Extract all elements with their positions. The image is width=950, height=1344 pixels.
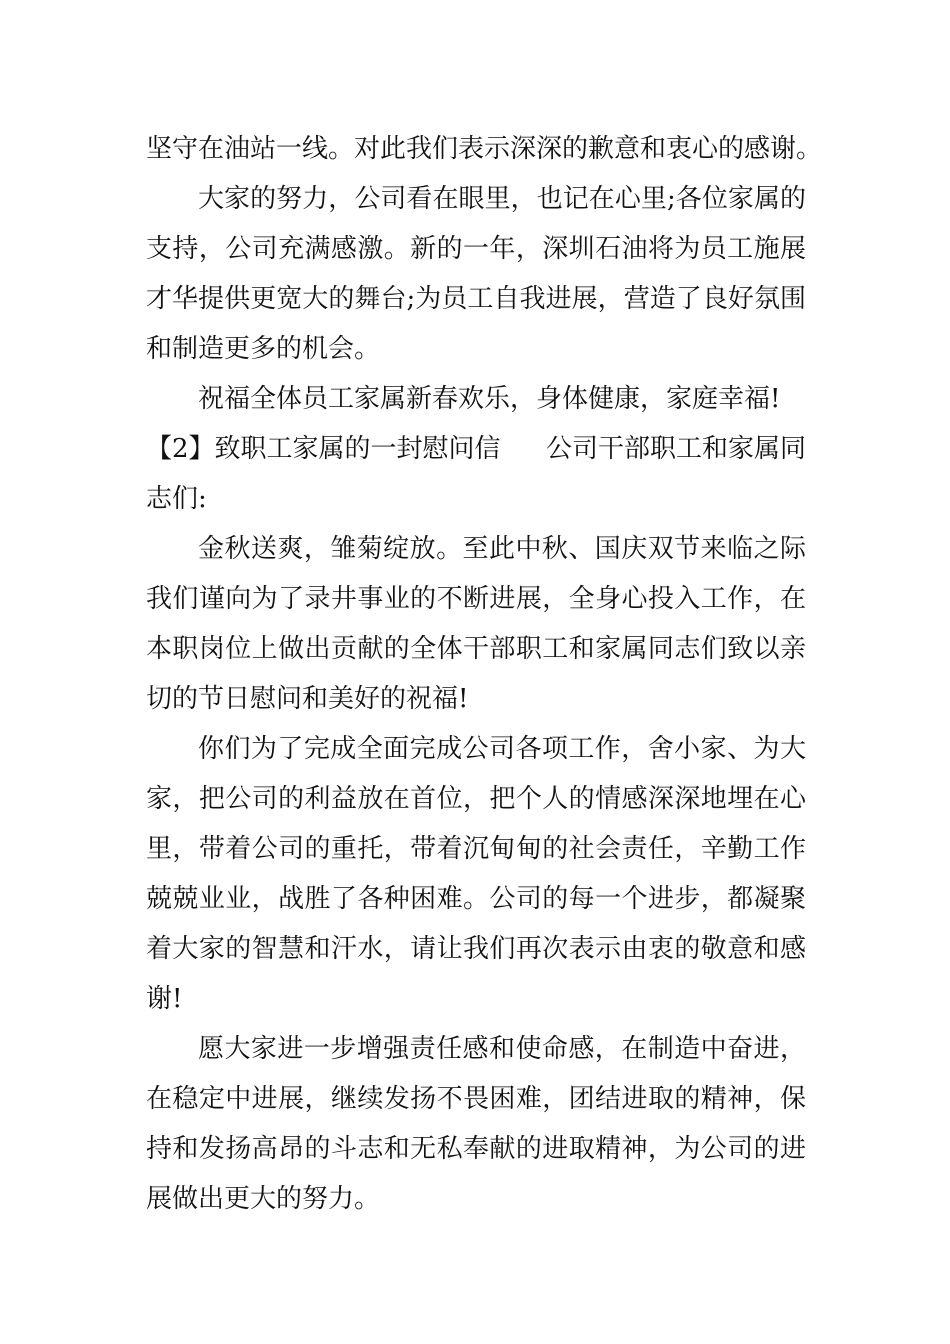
text-line: 金秋送爽，雏菊绽放。至此中秋、国庆双节来临之际 xyxy=(198,534,806,564)
text-line: 志们: xyxy=(146,484,207,514)
text-line: 本职岗位上做出贡献的全体干部职工和家属同志们致以亲 xyxy=(146,634,806,664)
text-line: 家，把公司的利益放在首位，把个人的情感深深地埋在心 xyxy=(146,784,806,814)
text-line: 祝福全体员工家属新春欢乐，身体健康，家庭幸福! xyxy=(198,384,781,414)
text-line: 愿大家进一步增强责任感和使命感，在制造中奋进， xyxy=(198,1034,806,1064)
text-line: 在稳定中进展，继续发扬不畏困难，团结进取的精神，保 xyxy=(146,1084,806,1114)
text-line: 大家的努力，公司看在眼里，也记在心里;各位家属的 xyxy=(198,184,806,214)
section-heading-line xyxy=(146,424,806,474)
text-line: 和制造更多的机会。 xyxy=(146,334,381,364)
salutation-start: 公司干部职工和家属同 xyxy=(545,434,806,464)
text-line: 着大家的智慧和汗水，请让我们再次表示由衷的敬意和感 xyxy=(146,934,806,964)
text-line: 切的节日慰问和美好的祝福! xyxy=(146,684,469,714)
text-line: 坚守在油站一线。对此我们表示深深的歉意和衷心的感谢。 xyxy=(146,134,823,164)
letter-body xyxy=(146,124,823,1224)
text-line: 展做出更大的努力。 xyxy=(146,1184,381,1214)
text-line: 兢兢业业，战胜了各种困难。公司的每一个进步，都凝聚 xyxy=(146,884,806,914)
text-line: 你们为了完成全面完成公司各项工作，舍小家、为大 xyxy=(198,734,806,764)
text-line: 谢! xyxy=(146,984,183,1014)
section-heading: 【2】致职工家属的一封慰问信 xyxy=(146,434,501,464)
text-line: 才华提供更宽大的舞台;为员工自我进展，营造了良好氛围 xyxy=(146,284,806,314)
text-line: 支持，公司充满感激。新的一年，深圳石油将为员工施展 xyxy=(146,234,806,264)
text-line: 我们谨向为了录井事业的不断进展，全身心投入工作，在 xyxy=(146,584,806,614)
text-line: 里，带着公司的重托，带着沉甸甸的社会责任，辛勤工作 xyxy=(146,834,806,864)
text-line: 持和发扬高昂的斗志和无私奉献的进取精神，为公司的进 xyxy=(146,1134,806,1164)
